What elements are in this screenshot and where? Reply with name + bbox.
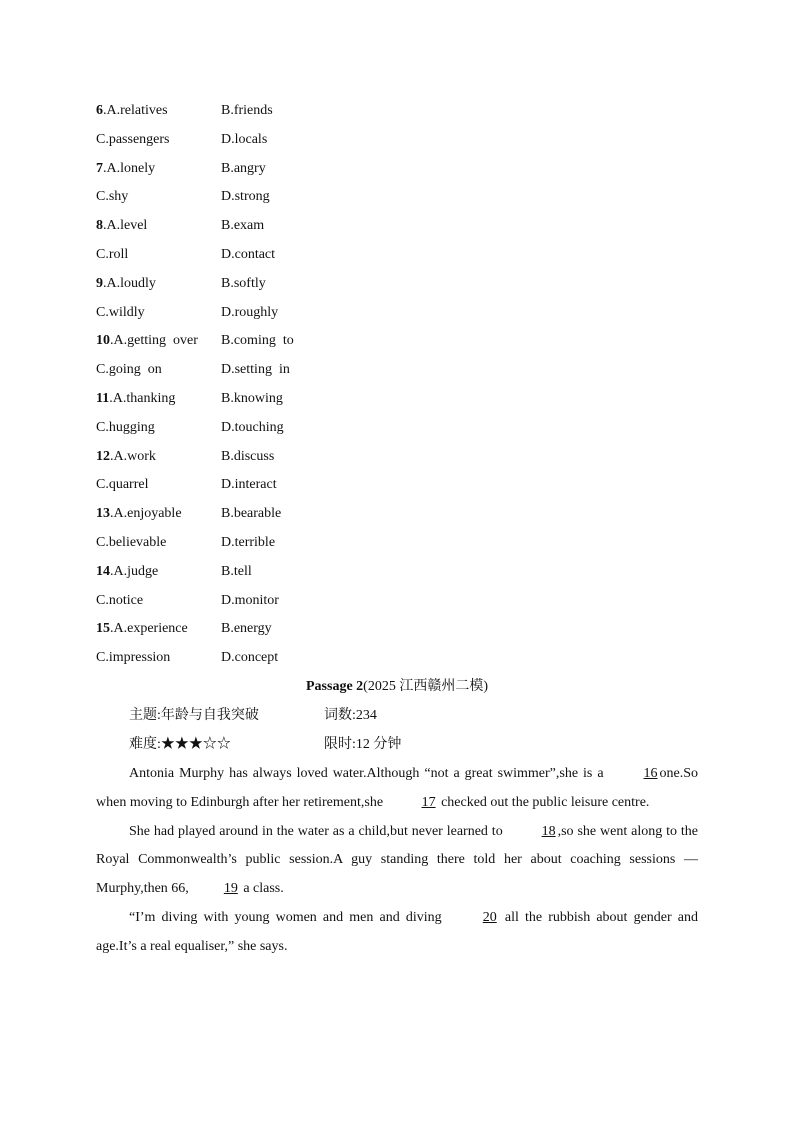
paragraph bbox=[96, 904, 698, 962]
option-c: C.impression bbox=[96, 650, 171, 666]
option-b: B.bearable bbox=[221, 506, 282, 522]
option-c: C.roll bbox=[96, 246, 129, 262]
option-row-a bbox=[96, 443, 416, 472]
option-row-a bbox=[96, 97, 416, 126]
option-a: .A.loudly bbox=[103, 275, 156, 291]
option-c: C.notice bbox=[96, 592, 144, 608]
option-a: .A.level bbox=[103, 218, 148, 234]
option-a: .A.experience bbox=[110, 621, 188, 637]
paragraph bbox=[96, 760, 698, 818]
question-number: 8 bbox=[96, 218, 103, 234]
paragraph-text: all the rubbish about gender and age.It’s a real equaliser,” she says. bbox=[96, 909, 698, 954]
passage-word-count: 词数:234 bbox=[324, 708, 377, 723]
blank-field[interactable]: 17 bbox=[421, 794, 436, 810]
option-d: D.interact bbox=[221, 477, 277, 493]
option-row-a bbox=[96, 155, 416, 184]
option-b: B.tell bbox=[221, 563, 252, 579]
option-d: D.terrible bbox=[221, 534, 276, 550]
option-row-a bbox=[96, 327, 416, 356]
option-c: C.shy bbox=[96, 189, 129, 205]
option-c: C.hugging bbox=[96, 419, 155, 435]
option-a: .A.enjoyable bbox=[110, 506, 182, 522]
option-c: C.quarrel bbox=[96, 477, 149, 493]
passage-body bbox=[96, 760, 698, 962]
blank-field[interactable]: 20 bbox=[482, 909, 497, 925]
question-number: 10 bbox=[96, 333, 110, 349]
answer-options-list bbox=[96, 97, 416, 673]
option-b: B.exam bbox=[221, 218, 265, 234]
option-row-c bbox=[96, 126, 416, 155]
passage-meta-row bbox=[129, 702, 529, 730]
option-a: .A.relatives bbox=[103, 103, 168, 118]
paragraph-text: one.So when moving to Edinburgh after her retirement,she bbox=[96, 766, 698, 810]
option-row-a bbox=[96, 615, 416, 644]
option-row-c bbox=[96, 183, 416, 212]
passage-source: (2025 江西赣州二模) bbox=[363, 679, 488, 694]
option-d: D.concept bbox=[221, 650, 279, 666]
paragraph-text: Antonia Murphy has always loved water.Although “not a great swimmer”,she is a bbox=[129, 766, 609, 781]
option-row-c bbox=[96, 587, 416, 616]
paragraph-text: checked out the public leisure centre. bbox=[437, 794, 650, 810]
paragraph-text: a class. bbox=[239, 881, 284, 897]
option-row-c bbox=[96, 471, 416, 500]
option-a: .A.work bbox=[110, 448, 156, 464]
option-b: B.angry bbox=[221, 160, 266, 176]
option-a: .A.getting over bbox=[110, 333, 198, 349]
option-row-a bbox=[96, 212, 416, 241]
option-b: B.softly bbox=[221, 275, 266, 291]
option-a: .A.lonely bbox=[103, 160, 156, 176]
option-d: D.setting in bbox=[221, 362, 290, 378]
option-c: C.believable bbox=[96, 534, 167, 550]
option-d: D.locals bbox=[221, 131, 268, 147]
paragraph-text: “I’m diving with young women and men and diving bbox=[129, 909, 448, 925]
option-b: B.energy bbox=[221, 621, 272, 637]
option-d: D.strong bbox=[221, 189, 270, 205]
option-a: .A.judge bbox=[110, 563, 159, 579]
passage-title: Passage 2 bbox=[306, 679, 364, 694]
question-number: 9 bbox=[96, 275, 103, 291]
option-row-a bbox=[96, 270, 416, 299]
option-b: B.discuss bbox=[221, 448, 275, 464]
question-number: 6 bbox=[96, 103, 103, 118]
option-d: D.touching bbox=[221, 419, 284, 435]
option-b: B.coming to bbox=[221, 333, 294, 349]
passage-meta-row bbox=[129, 731, 529, 759]
blank-field[interactable]: 19 bbox=[223, 881, 238, 897]
question-number: 11 bbox=[96, 390, 110, 406]
question-number: 12 bbox=[96, 448, 110, 464]
blank-field[interactable]: 18 bbox=[541, 823, 556, 839]
option-row-a bbox=[96, 385, 416, 414]
option-d: D.monitor bbox=[221, 592, 279, 608]
option-row-a bbox=[96, 558, 416, 587]
passage-heading bbox=[0, 674, 794, 700]
option-c: C.wildly bbox=[96, 304, 145, 320]
question-number: 15 bbox=[96, 621, 110, 637]
option-d: D.contact bbox=[221, 246, 276, 262]
option-row-c bbox=[96, 356, 416, 385]
paragraph-text: She had played around in the water as a child,but never learned to bbox=[129, 823, 507, 839]
option-row-c bbox=[96, 414, 416, 443]
passage-theme: 主题:年龄与自我突破 bbox=[129, 708, 259, 723]
option-row-c bbox=[96, 644, 416, 673]
option-c: C.passengers bbox=[96, 131, 170, 147]
option-row-a bbox=[96, 500, 416, 529]
question-number: 14 bbox=[96, 563, 110, 579]
passage-difficulty: 难度:★★★☆☆ bbox=[129, 737, 231, 752]
question-number: 13 bbox=[96, 506, 110, 522]
option-row-c bbox=[96, 529, 416, 558]
option-d: D.roughly bbox=[221, 304, 279, 320]
blank-field[interactable]: 16 bbox=[643, 766, 658, 781]
paragraph bbox=[96, 818, 698, 904]
option-c: C.going on bbox=[96, 362, 162, 378]
question-number: 7 bbox=[96, 160, 103, 176]
passage-time-limit: 限时:12 分钟 bbox=[324, 737, 402, 752]
option-b: B.knowing bbox=[221, 390, 283, 406]
option-b: B.friends bbox=[221, 103, 273, 118]
option-row-c bbox=[96, 299, 416, 328]
paragraph-text: ,so she went along to the Royal Commonwealth’s public session.A guy standing there told her about coaching sessions —Murphy,then 66, bbox=[96, 823, 699, 897]
option-a: .A.thanking bbox=[109, 390, 176, 406]
option-row-c bbox=[96, 241, 416, 270]
